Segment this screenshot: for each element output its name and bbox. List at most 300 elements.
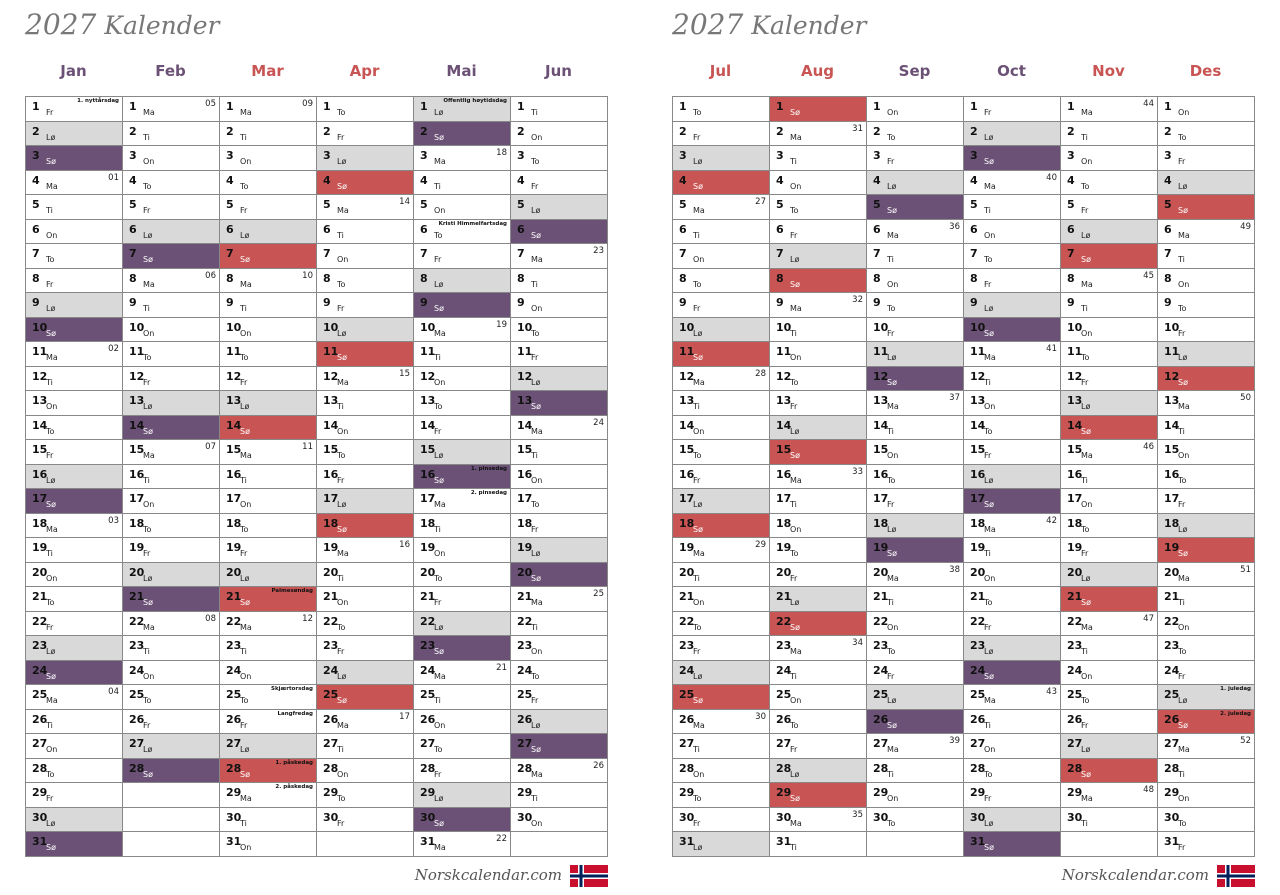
weekday-label: To: [1081, 181, 1090, 191]
day-cell: [1061, 685, 1158, 710]
day-cell: [317, 465, 414, 490]
day-number: 16: [517, 467, 533, 481]
weekday-label: Sø: [887, 206, 897, 215]
week-number: 51: [1240, 564, 1251, 575]
day-cell: [511, 587, 608, 612]
holiday-label: 1. nyttårsdag: [77, 98, 119, 104]
day-cell: [964, 244, 1061, 269]
weekday-label: Lø: [887, 524, 897, 534]
week-number: 27: [755, 197, 766, 207]
day-number: 14: [420, 418, 436, 432]
day-cell: [770, 734, 867, 759]
day-cell: [964, 612, 1061, 637]
day-cell: [867, 318, 964, 343]
day-number: 30: [1067, 810, 1083, 824]
day-number: 4: [970, 173, 978, 187]
weekday-label: On: [240, 843, 252, 852]
day-cell: [123, 195, 220, 220]
weekday-label: Ma: [434, 157, 446, 166]
weekday-label: On: [1081, 157, 1093, 166]
weekday-label: Fr: [1178, 500, 1186, 509]
day-number: 20: [970, 565, 986, 579]
day-number: 22: [323, 614, 339, 628]
day-cell: [123, 489, 220, 514]
day-number: 25: [32, 688, 48, 701]
month-header-jan: Jan: [60, 62, 87, 80]
weekday-label: Lø: [984, 304, 994, 313]
weekday-label: Ti: [143, 304, 150, 313]
day-number: 17: [776, 492, 792, 505]
weekday-label: Ma: [1081, 794, 1093, 803]
month-header-des: Des: [1189, 62, 1222, 80]
day-number: 11: [226, 345, 242, 358]
empty-cell: [123, 832, 220, 857]
day-number: 17: [873, 492, 889, 505]
weekday-label: On: [143, 671, 155, 681]
weekday-label: Lø: [693, 671, 703, 681]
day-number: 4: [1067, 173, 1075, 187]
weekday-label: Sø: [790, 622, 800, 632]
day-cell: [317, 710, 414, 735]
day-cell: [511, 293, 608, 318]
day-number: 17: [323, 492, 339, 505]
weekday-label: Fr: [143, 206, 151, 215]
day-number: 15: [420, 443, 436, 456]
weekday-label: Sø: [887, 720, 897, 730]
day-number: 7: [517, 247, 525, 260]
month-header-mar: Mar: [251, 62, 284, 80]
day-cell: [770, 244, 867, 269]
day-number: 3: [226, 149, 234, 162]
calendar-grid: [25, 96, 608, 857]
weekday-label: Fr: [46, 794, 54, 803]
day-cell: [673, 710, 770, 735]
day-number: 18: [776, 516, 792, 530]
day-cell: [867, 367, 964, 392]
day-cell: [123, 514, 220, 539]
day-cell: [673, 195, 770, 220]
day-number: 12: [420, 369, 436, 383]
day-cell: [1061, 489, 1158, 514]
week-number: 02: [108, 344, 119, 354]
weekday-label: To: [240, 181, 249, 191]
day-number: 2: [776, 124, 784, 138]
day-number: 10: [970, 320, 986, 334]
day-cell: [964, 808, 1061, 833]
day-cell: [867, 146, 964, 171]
day-number: 8: [970, 271, 978, 285]
month-header-nov: Nov: [1092, 62, 1125, 80]
day-number: 3: [420, 149, 428, 162]
day-cell: [673, 685, 770, 710]
holiday-label: 2. pinsedag: [470, 490, 507, 496]
day-cell: [123, 342, 220, 367]
day-cell: [414, 195, 511, 220]
weekday-label: To: [337, 451, 346, 460]
day-cell: [511, 808, 608, 833]
day-cell: [317, 269, 414, 294]
day-number: 29: [679, 786, 695, 799]
weekday-label: Ma: [693, 206, 705, 215]
weekday-label: Ti: [531, 451, 538, 460]
weekday-label: Ti: [790, 671, 797, 681]
day-number: 24: [32, 663, 48, 677]
day-cell: [1158, 612, 1255, 637]
month-header-oct: Oct: [997, 62, 1026, 80]
day-cell: [673, 514, 770, 539]
day-number: 30: [226, 810, 242, 824]
day-number: 16: [323, 467, 339, 481]
week-number: 16: [399, 540, 410, 550]
day-cell: [867, 587, 964, 612]
weekday-label: Lø: [143, 573, 153, 583]
day-number: 29: [873, 786, 889, 799]
day-cell: [220, 440, 317, 465]
weekday-label: Lø: [337, 328, 347, 338]
day-cell: [220, 293, 317, 318]
day-cell: [123, 759, 220, 784]
weekday-label: On: [1081, 328, 1093, 338]
weekday-label: Lø: [887, 181, 897, 191]
day-cell: [26, 612, 123, 637]
day-cell: [770, 759, 867, 784]
weekday-label: To: [337, 108, 346, 117]
week-number: 10: [302, 270, 313, 281]
day-number: 26: [1164, 712, 1180, 726]
weekday-label: To: [46, 255, 55, 264]
day-number: 13: [226, 394, 242, 407]
norway-flag-icon: [570, 865, 608, 887]
weekday-label: Sø: [1081, 598, 1091, 607]
day-number: 22: [32, 614, 48, 628]
day-cell: [1158, 832, 1255, 857]
day-cell: [26, 293, 123, 318]
day-number: 3: [517, 149, 525, 162]
day-cell: [867, 220, 964, 245]
day-number: 2: [1164, 124, 1172, 138]
day-number: 5: [679, 198, 687, 211]
day-number: 20: [1067, 565, 1083, 579]
weekday-label: Ma: [693, 549, 705, 558]
day-cell: [1158, 146, 1255, 171]
day-cell: [123, 146, 220, 171]
day-number: 16: [873, 467, 889, 481]
day-cell: [964, 783, 1061, 808]
day-cell: [220, 661, 317, 686]
weekday-label: Fr: [434, 426, 442, 436]
weekday-label: Ma: [790, 475, 802, 485]
day-cell: [770, 808, 867, 833]
day-cell: [770, 318, 867, 343]
day-cell: [511, 146, 608, 171]
day-number: 2: [1067, 124, 1075, 138]
weekday-label: Ti: [240, 647, 247, 656]
day-number: 17: [129, 492, 145, 505]
weekday-label: On: [790, 181, 802, 191]
weekday-label: To: [790, 377, 799, 387]
day-cell: [220, 685, 317, 710]
week-number: 07: [205, 442, 216, 452]
weekday-label: Lø: [531, 720, 541, 730]
weekday-label: Ma: [46, 181, 58, 191]
day-cell: [1061, 342, 1158, 367]
day-number: 6: [1067, 222, 1075, 236]
day-cell: [1061, 269, 1158, 294]
day-number: 8: [1067, 271, 1075, 285]
weekday-label: Ma: [240, 451, 252, 460]
weekday-label: Ma: [1178, 573, 1190, 583]
weekday-label: Ti: [46, 206, 53, 215]
weekday-label: To: [887, 304, 896, 313]
weekday-label: Sø: [531, 230, 541, 240]
weekday-label: Ti: [984, 549, 991, 558]
day-cell: [1061, 612, 1158, 637]
day-number: 15: [1067, 443, 1083, 456]
holiday-label: Langfredag: [277, 710, 313, 717]
day-number: 13: [776, 394, 792, 407]
day-number: 26: [970, 712, 986, 726]
day-cell: [770, 97, 867, 122]
weekday-label: Ti: [240, 475, 247, 485]
weekday-label: Ti: [1178, 769, 1185, 779]
weekday-label: On: [143, 157, 155, 166]
day-number: 30: [776, 810, 792, 824]
day-number: 25: [420, 688, 436, 701]
weekday-label: On: [887, 451, 899, 460]
day-number: 6: [420, 222, 428, 236]
day-cell: [673, 244, 770, 269]
day-number: 15: [970, 443, 986, 456]
day-number: 25: [1164, 688, 1180, 701]
day-cell: [1158, 514, 1255, 539]
day-number: 9: [970, 296, 978, 309]
week-number: 52: [1240, 736, 1251, 746]
day-number: 17: [1067, 492, 1083, 505]
day-number: 16: [776, 467, 792, 481]
weekday-label: To: [434, 573, 443, 583]
weekday-label: Lø: [984, 475, 994, 485]
week-number: 18: [496, 148, 507, 158]
weekday-label: Ma: [1081, 279, 1093, 289]
day-cell: [1158, 661, 1255, 686]
day-number: 30: [323, 810, 339, 824]
day-number: 19: [129, 541, 145, 554]
weekday-label: To: [887, 132, 896, 142]
day-number: 23: [517, 639, 533, 652]
day-number: 1: [226, 100, 234, 113]
day-number: 11: [1164, 345, 1180, 358]
day-cell: [220, 587, 317, 612]
day-cell: [1061, 195, 1158, 220]
weekday-label: Sø: [434, 132, 444, 142]
day-cell: [123, 563, 220, 588]
day-cell: [220, 612, 317, 637]
day-cell: [1061, 171, 1158, 196]
day-number: 26: [32, 712, 48, 726]
weekday-label: Ma: [240, 108, 252, 117]
week-number: 39: [949, 736, 960, 746]
day-number: 29: [1164, 786, 1180, 799]
day-cell: [1158, 808, 1255, 833]
weekday-label: Fr: [984, 451, 992, 460]
weekday-label: Ti: [887, 769, 894, 779]
weekday-label: To: [1081, 353, 1090, 362]
day-cell: [673, 269, 770, 294]
weekday-label: Lø: [984, 818, 994, 828]
day-number: 6: [776, 222, 784, 236]
day-number: 11: [970, 345, 986, 358]
day-cell: [511, 367, 608, 392]
day-cell: [317, 391, 414, 416]
day-cell: [220, 759, 317, 784]
weekday-label: Ma: [1178, 230, 1190, 240]
weekday-label: Lø: [693, 843, 703, 852]
day-cell: [220, 514, 317, 539]
day-cell: [867, 195, 964, 220]
weekday-label: To: [887, 647, 896, 656]
weekday-label: To: [143, 696, 152, 705]
day-cell: [317, 244, 414, 269]
month-headers: [672, 62, 1255, 84]
day-cell: [964, 685, 1061, 710]
day-number: 2: [517, 124, 525, 138]
weekday-label: Ti: [693, 230, 700, 240]
weekday-label: Lø: [434, 794, 444, 803]
day-number: 7: [323, 247, 331, 260]
weekday-label: Fr: [531, 696, 539, 705]
day-number: 31: [226, 835, 242, 848]
day-number: 23: [226, 639, 242, 652]
day-cell: [1061, 734, 1158, 759]
weekday-label: Lø: [337, 500, 347, 509]
day-number: 21: [679, 590, 695, 603]
weekday-label: On: [531, 647, 543, 656]
weekday-label: Sø: [984, 843, 994, 852]
weekday-label: Sø: [337, 524, 347, 534]
day-number: 11: [679, 345, 695, 358]
day-number: 31: [776, 835, 792, 848]
day-cell: [964, 122, 1061, 147]
day-number: 27: [970, 737, 986, 750]
day-number: 17: [679, 492, 695, 505]
day-number: 19: [1164, 541, 1180, 554]
weekday-label: Lø: [531, 377, 541, 387]
day-cell: [1158, 416, 1255, 441]
day-cell: [317, 171, 414, 196]
day-number: 25: [679, 688, 695, 701]
weekday-label: Fr: [531, 353, 539, 362]
weekday-label: To: [240, 696, 249, 705]
week-number: 21: [496, 662, 507, 673]
brand-logo: Norskcalendar.com: [414, 866, 562, 884]
day-cell: [511, 195, 608, 220]
day-number: 30: [32, 810, 48, 824]
weekday-label: Sø: [531, 402, 541, 411]
day-cell: [1061, 244, 1158, 269]
week-number: 44: [1143, 99, 1154, 109]
day-number: 8: [420, 271, 428, 285]
day-number: 17: [32, 492, 48, 505]
day-cell: [770, 783, 867, 808]
day-number: 17: [420, 492, 436, 505]
weekday-label: Ma: [46, 353, 58, 362]
day-cell: [1158, 367, 1255, 392]
day-cell: [220, 832, 317, 857]
day-cell: [867, 97, 964, 122]
day-number: 20: [226, 565, 242, 579]
week-number: 09: [302, 99, 313, 109]
empty-cell: [511, 832, 608, 857]
day-number: 24: [873, 663, 889, 677]
weekday-label: Fr: [693, 475, 701, 485]
day-number: 27: [873, 737, 889, 750]
day-number: 19: [679, 541, 695, 554]
weekday-label: To: [337, 622, 346, 632]
day-cell: [964, 367, 1061, 392]
day-number: 6: [517, 222, 525, 236]
day-number: 11: [323, 345, 339, 358]
weekday-label: Sø: [143, 255, 153, 264]
day-cell: [867, 122, 964, 147]
weekday-label: Lø: [434, 108, 444, 117]
day-number: 7: [1067, 247, 1075, 260]
day-number: 8: [517, 271, 525, 285]
week-number: 01: [108, 172, 119, 183]
day-cell: [123, 416, 220, 441]
weekday-label: Sø: [531, 745, 541, 754]
weekday-label: Sø: [337, 353, 347, 362]
day-cell: [317, 342, 414, 367]
weekday-label: Ti: [337, 230, 344, 240]
day-number: 3: [776, 149, 784, 162]
weekday-label: On: [46, 745, 58, 754]
week-number: 29: [755, 540, 766, 550]
day-number: 4: [776, 173, 784, 187]
day-number: 24: [970, 663, 986, 677]
weekday-label: Fr: [434, 598, 442, 607]
day-number: 11: [776, 345, 792, 358]
day-number: 30: [420, 810, 436, 824]
weekday-label: Fr: [337, 304, 345, 313]
day-cell: [511, 440, 608, 465]
weekday-label: Lø: [1178, 524, 1188, 534]
day-cell: [123, 734, 220, 759]
day-cell: [964, 342, 1061, 367]
weekday-label: Ma: [887, 745, 899, 754]
weekday-label: Sø: [1081, 426, 1091, 436]
day-number: 1: [1067, 100, 1075, 113]
weekday-label: Ti: [240, 132, 247, 142]
day-number: 9: [1164, 296, 1172, 309]
day-cell: [26, 220, 123, 245]
day-number: 7: [970, 247, 978, 260]
weekday-label: On: [984, 745, 996, 754]
day-number: 22: [679, 614, 695, 628]
day-number: 24: [679, 663, 695, 677]
day-cell: [317, 293, 414, 318]
day-number: 5: [1164, 198, 1172, 211]
weekday-label: Fr: [1178, 843, 1186, 852]
day-number: 4: [129, 173, 137, 187]
day-cell: [511, 269, 608, 294]
title-word: Kalender: [104, 11, 220, 40]
day-number: 12: [323, 369, 339, 383]
weekday-label: Ti: [1178, 426, 1185, 436]
day-number: 30: [517, 810, 533, 824]
day-cell: [867, 710, 964, 735]
day-number: 5: [226, 198, 234, 211]
day-cell: [414, 146, 511, 171]
